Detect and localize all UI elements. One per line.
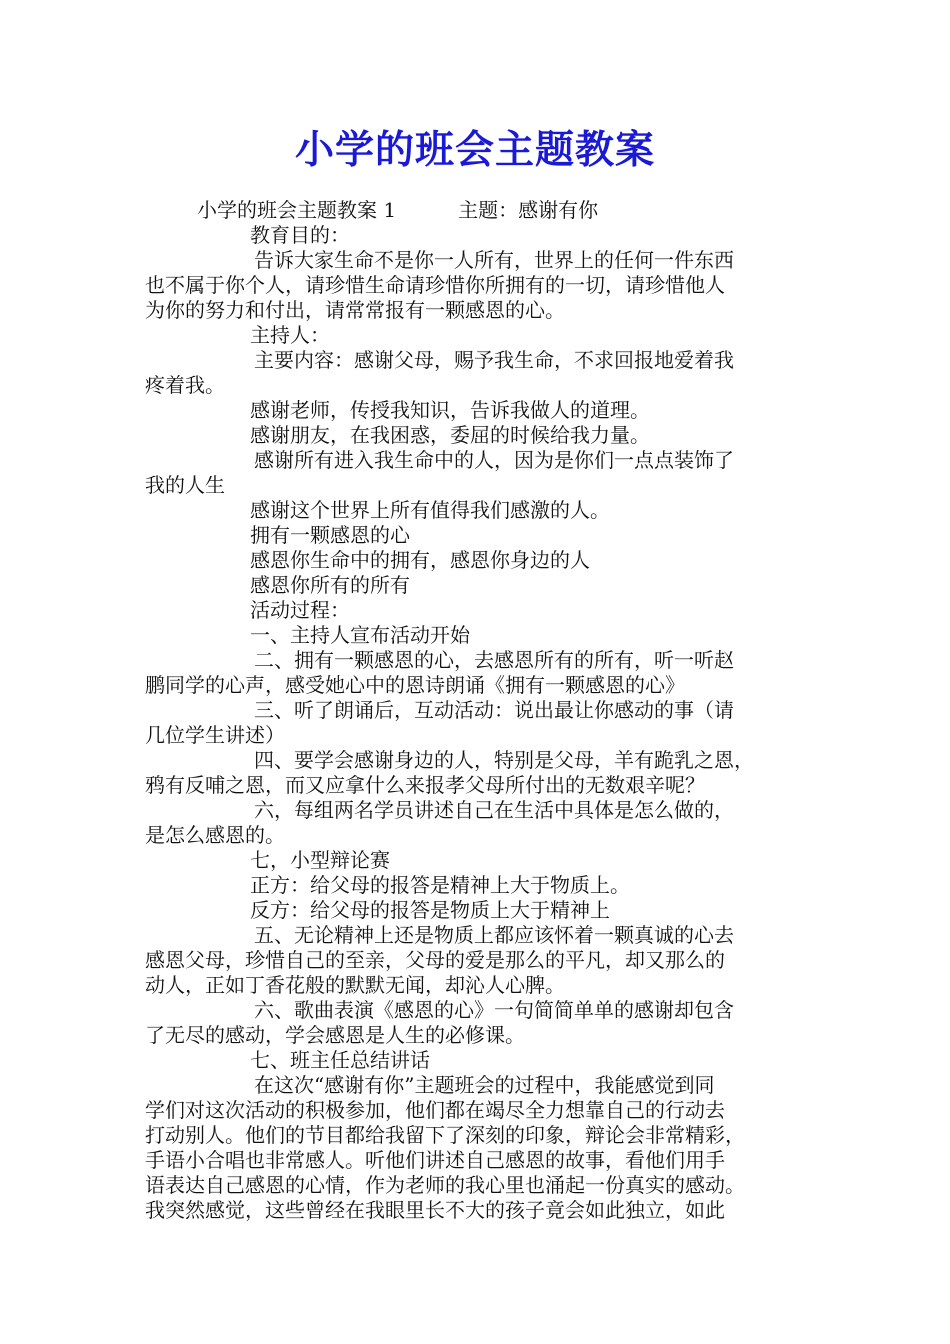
paragraph-line: 主持人：: [250, 323, 330, 347]
paragraph-line: 六，每组两名学员讲述自己在生活中具体是怎么做的，: [254, 798, 734, 822]
paragraph-line: 正方：给父母的报答是精神上大于物质上。: [250, 873, 630, 897]
paragraph-line: 二、拥有一颗感恩的心，去感恩所有的所有，听一听赵: [254, 648, 734, 672]
paragraph-line: 也不属于你个人，请珍惜生命请珍惜你所拥有的一切，请珍惜他人: [145, 273, 725, 297]
lesson-label: 小学的班会主题教案 1: [197, 198, 397, 222]
first-line: [197, 198, 867, 223]
paragraph-line: 七，小型辩论赛: [250, 848, 390, 872]
paragraph-line: 四、要学会感谢身边的人，特别是父母，羊有跪乳之恩，: [254, 748, 754, 772]
paragraph-line: 打动别人。他们的节目都给我留下了深刻的印象，辩论会非常精彩，: [145, 1123, 745, 1147]
paragraph-line: 动人，正如丁香花般的默默无闻，却沁人心脾。: [145, 973, 565, 997]
paragraph-line: 感恩你所有的所有: [250, 573, 410, 597]
document-title: 小学的班会主题教案: [294, 128, 655, 173]
paragraph-line: 一、主持人宣布活动开始: [250, 623, 470, 647]
paragraph-line: 感谢这个世界上所有值得我们感激的人。: [250, 498, 610, 522]
paragraph-line: 感谢老师，传授我知识，告诉我做人的道理。: [250, 398, 650, 422]
paragraph-line: 告诉大家生命不是你一人所有，世界上的任何一件东西: [254, 248, 734, 272]
paragraph-line: 七、班主任总结讲话: [250, 1048, 430, 1072]
paragraph-line: 拥有一颗感恩的心: [250, 523, 410, 547]
paragraph-line: 了无尽的感动，学会感恩是人生的必修课。: [145, 1023, 525, 1047]
paragraph-line: 为你的努力和付出，请常常报有一颗感恩的心。: [145, 298, 565, 322]
paragraph-line: 感谢朋友，在我困惑，委屈的时候给我力量。: [250, 423, 650, 447]
paragraph-line: 我的人生: [145, 473, 225, 497]
paragraph-line: 我突然感觉，这些曾经在我眼里长不大的孩子竟会如此独立，如此: [145, 1198, 725, 1222]
paragraph-line: 在这次“感谢有你”主题班会的过程中，我能感觉到同: [254, 1073, 715, 1097]
paragraph-line: 疼着我。: [145, 373, 225, 397]
paragraph-line: 六、歌曲表演《感恩的心》一句简简单单的感谢却包含: [254, 998, 734, 1022]
paragraph-line: 几位学生讲述）: [145, 723, 285, 747]
paragraph-line: 感谢所有进入我生命中的人，因为是你们一点点装饰了: [254, 448, 734, 472]
paragraph-line: 反方：给父母的报答是物质上大于精神上: [250, 898, 610, 922]
paragraph-line: 鸦有反哺之恩，而又应拿什么来报孝父母所付出的无数艰辛呢？: [145, 773, 705, 797]
paragraph-line: 五、无论精神上还是物质上都应该怀着一颗真诚的心去: [254, 923, 734, 947]
paragraph-line: 教育目的：: [250, 223, 350, 247]
paragraph-line: 感恩你生命中的拥有，感恩你身边的人: [250, 548, 590, 572]
paragraph-line: 主要内容：感谢父母，赐予我生命，不求回报地爱着我: [254, 348, 734, 372]
theme-label: 主题：感谢有你: [458, 198, 599, 222]
paragraph-line: 鹏同学的心声，感受她心中的恩诗朗诵《拥有一颗感恩的心》: [145, 673, 685, 697]
paragraph-line: 学们对这次活动的积极参加，他们都在竭尽全力想靠自己的行动去: [145, 1098, 725, 1122]
paragraph-line: 三、听了朗诵后，互动活动：说出最让你感动的事（请: [254, 698, 734, 722]
paragraph-line: 感恩父母，珍惜自己的至亲，父母的爱是那么的平凡，却又那么的: [145, 948, 725, 972]
paragraph-line: 活动过程：: [250, 598, 350, 622]
paragraph-line: 语表达自己感恩的心情，作为老师的我心里也涌起一份真实的感动。: [145, 1173, 745, 1197]
paragraph-line: 手语小合唱也非常感人。听他们讲述自己感恩的故事，看他们用手: [145, 1148, 725, 1172]
paragraph-line: 是怎么感恩的。: [145, 823, 285, 847]
